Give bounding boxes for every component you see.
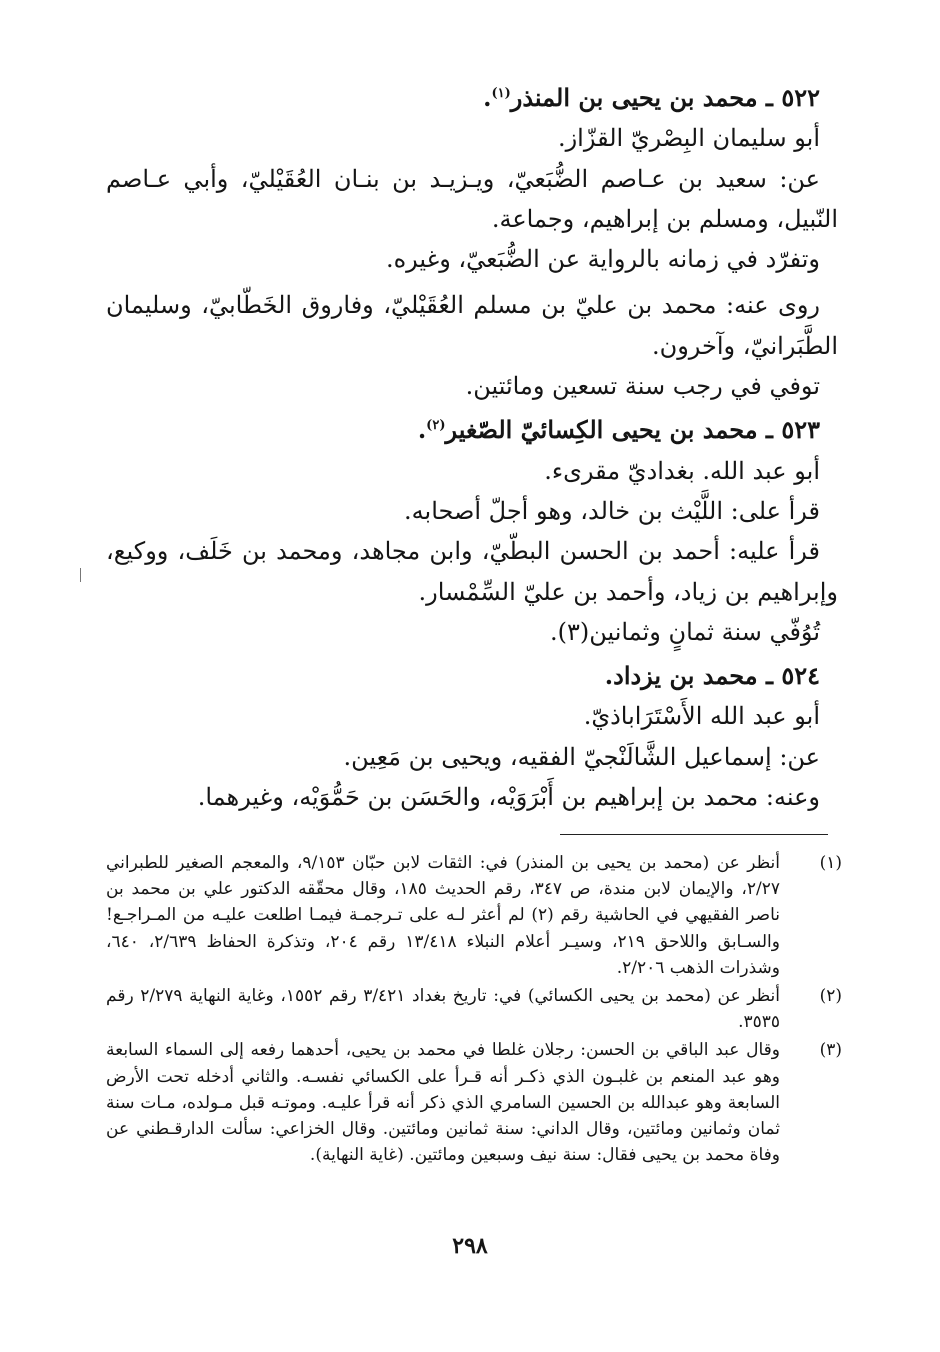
footnote-number: (١): [819, 853, 842, 873]
margin-mark: [80, 568, 81, 582]
entry-line: روى عنه: محمد بن عليّ بن مسلم العُقَيْليّ، وفاروق الخَطّابيّ، وسليمان الطَّبَرانيّ، وآخرون.: [106, 291, 838, 360]
entry-heading: [106, 78, 838, 118]
entry-heading: [106, 410, 838, 450]
footnote-text: أنظر عن (محمد بن يحيى الكسائي) في: تاريخ بغداد ٣/٤٢١ رقم ١٥٥٢، وغاية النهاية ٢/٢٧٩ رقم ٣٥٣٥.: [106, 986, 780, 1033]
footnote-number: (٣): [819, 1040, 842, 1061]
heading-end: .: [417, 415, 427, 445]
entry-line: أبو سليمان البِصْريّ القزّاز.: [557, 124, 820, 153]
footnote-separator: [560, 834, 828, 835]
heading-text: ٥٢٢ ـ محمد بن يحيى بن المنذر: [510, 83, 820, 112]
entry-line: عن: إسماعيل الشَّالَنْجيّ الفقيه، ويحيى بن مَعِين.: [343, 742, 820, 771]
heading-end: .: [483, 83, 492, 112]
entry-line: تُوُفّي سنة ثمانٍ وثمانين(٣).: [549, 617, 820, 646]
entry-heading: [106, 656, 838, 696]
footnote-ref[interactable]: (٢): [426, 418, 446, 434]
footnotes: [106, 850, 842, 1170]
footnote-text: أنظر عن (محمد بن يحيى بن المنذر) في: الثقات لابن حبّان ٩/١٥٣، والمعجم الصغير للطبراني ٢/٢٧، والإيمان لابن مندة، ص ٣٤٧، رقم الحديث ١٨٥، وقال محقّقه الدكتور علي بن محمد بن ناصر الفقيهي في الحاشية رقم (٢) لم أعثر لـه على تـرجمـة فيمـا اطلعت عليـه من المـراجـع! والسـابق واللاحق ٢١٩، وسيـر أعلام النبلاء ١٣/٤١٨ رقم ٢٠٤، وتذكرة الحفاظ ٢/٦٣٩، ٦٤٠، وشذرات الذهب ٢/٢٠٦.: [106, 853, 781, 978]
entry-line: توفي في رجب سنة تسعين ومائتين.: [465, 372, 820, 401]
entry-line: وتفرّد في زمانه بالرواية عن الضُّبَعيّ، وغيره.: [385, 245, 820, 274]
main-text: [106, 78, 838, 821]
entry-line: وعنه: محمد بن إبراهيم بن أَبْرَوَيْه، والحَسَن بن حَمُّوَيْه، وغيرهما.: [197, 783, 820, 812]
entry-524: [106, 656, 838, 817]
entry-522: [106, 78, 838, 406]
entry-line: عن: سعيد بن عـاصم الضُّبَعيّ، ويـزيـد بن بنـان العُقَيْليّ، وأبي عـاصم النّبيل، ومسلم بن إبراهيم، وجماعة.: [106, 164, 838, 233]
entry-line: أبو عبد الله. بغداديّ مقرىء.: [544, 456, 820, 485]
entry-line: قرأ على: اللَّيْث بن خالد، وهو أجلّ أصحابه.: [404, 496, 820, 525]
footnote-ref[interactable]: (١): [491, 86, 511, 101]
footnote-number: (٢): [819, 986, 842, 1007]
footnote-1: [106, 850, 842, 981]
page-number: ٢٩٨: [452, 1233, 488, 1259]
heading-text: ٥٢٤ ـ محمد بن يزداد.: [604, 661, 820, 691]
entry-523: [106, 410, 838, 652]
entry-line: أبو عبد الله الأَسْتَرَاباذيّ.: [583, 702, 820, 731]
footnote-3: [106, 1037, 842, 1168]
footnote-text: وقال عبد الباقي بن الحسن: رجلان غلطا في محمد بن يحيى، أحدهما رفعه إلى السماء السابعة وهو عبد المنعم بن غلبـون الذي ذكـر أنه قـرأ على الكسائي نفسـه. والثاني أدخله تحت الأرض السابعة وهو عبدالله بن الحسين السامري الذي ذكر أنه قرأ عليـه. وموتـه قبل مـولده، مـات سنة ثمان وثمانين ومائتين، وقال الداني: سنة ثمانين ومائتين. وقال الخزاعي: سألت الدارقـطني عن وفاة محمد بن يحيى فقال: سنة نيف وسبعين ومائتين. (غاية النهاية).: [106, 1040, 780, 1166]
entry-line: قرأ عليه: أحمد بن الحسن البطّيّ، وابن مجاهد، ومحمد بن خَلَف، ووكيع، وإبراهيم بن زياد، وأحمد بن عليّ السِّمْسار.: [106, 537, 838, 606]
footnote-2: [106, 983, 842, 1035]
heading-text: ٥٢٣ ـ محمد بن يحيى الكِسائيّ الصّغير: [445, 415, 820, 445]
